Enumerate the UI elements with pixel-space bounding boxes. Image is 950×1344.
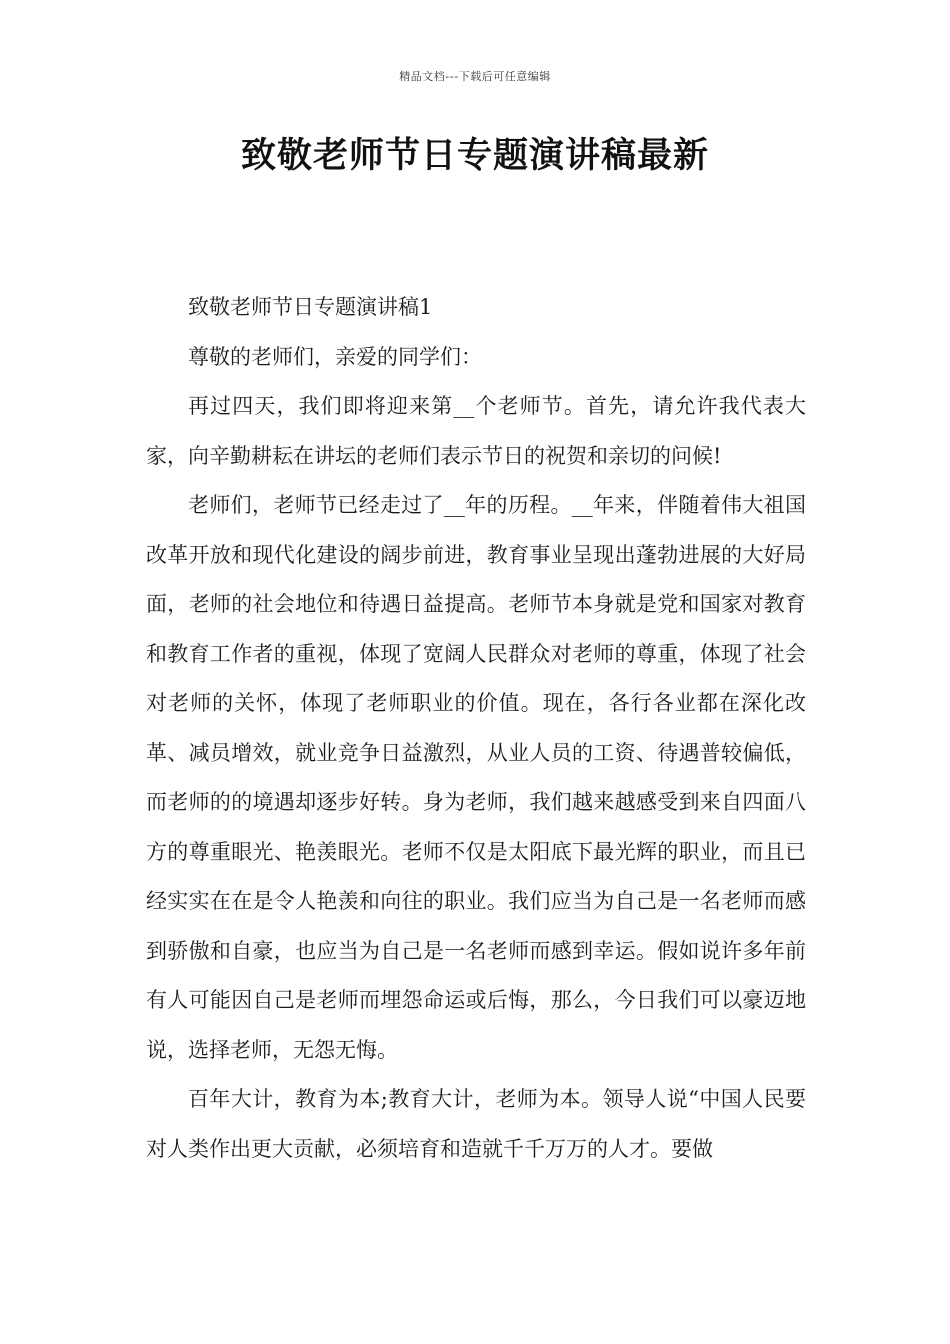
salutation: 尊敬的老师们，亲爱的同学们： — [188, 344, 482, 369]
body-paragraph: 再过四天，我们即将迎来第__个老师节。首先，请允许我代表大家，向辛勤耕耘在讲坛的老师们表示节日的祝贺和亲切的问候! — [146, 394, 806, 468]
body-paragraph: 百年大计，教育为本;教育大计，老师为本。领导人说“中国人民要对人类作出更大贡献，必须培育和造就千千万万的人才。要做 — [146, 1087, 806, 1161]
document-body — [146, 283, 806, 1174]
body-paragraph: 老师们，老师节已经走过了__年的历程。__年来，伴随着伟大祖国改革开放和现代化建设的阔步前进，教育事业呈现出蓬勃进展的大好局面，老师的社会地位和待遇日益提高。老师节本身就是党和国家对教育和教育工作者的重视，体现了宽阔人民群众对老师的尊重，体现了社会对老师的关怀，体现了老师职业的价值。现在，各行各业都在深化改革、减员增效，就业竞争日益激烈，从业人员的工资、待遇普较偏低，而老师的的境遇却逐步好转。身为老师，我们越来越感受到来自四面八方的尊重眼光、艳羡眼光。老师不仅是太阳底下最光辉的职业，而且已经实实在在是令人艳羡和向往的职业。我们应当为自己是一名老师而感到骄傲和自豪，也应当为自己是一名老师而感到幸运。假如说许多年前有人可能因自己是老师而埋怨命运或后悔，那么，今日我们可以豪迈地说，选择老师，无怨无悔。 — [146, 493, 806, 1062]
section-heading: 致敬老师节日专题演讲稿1 — [188, 295, 433, 319]
page-title: 致敬老师节日专题演讲稿最新 — [240, 136, 709, 176]
header-note: 精品文档---下载后可任意编辑 — [399, 70, 551, 83]
